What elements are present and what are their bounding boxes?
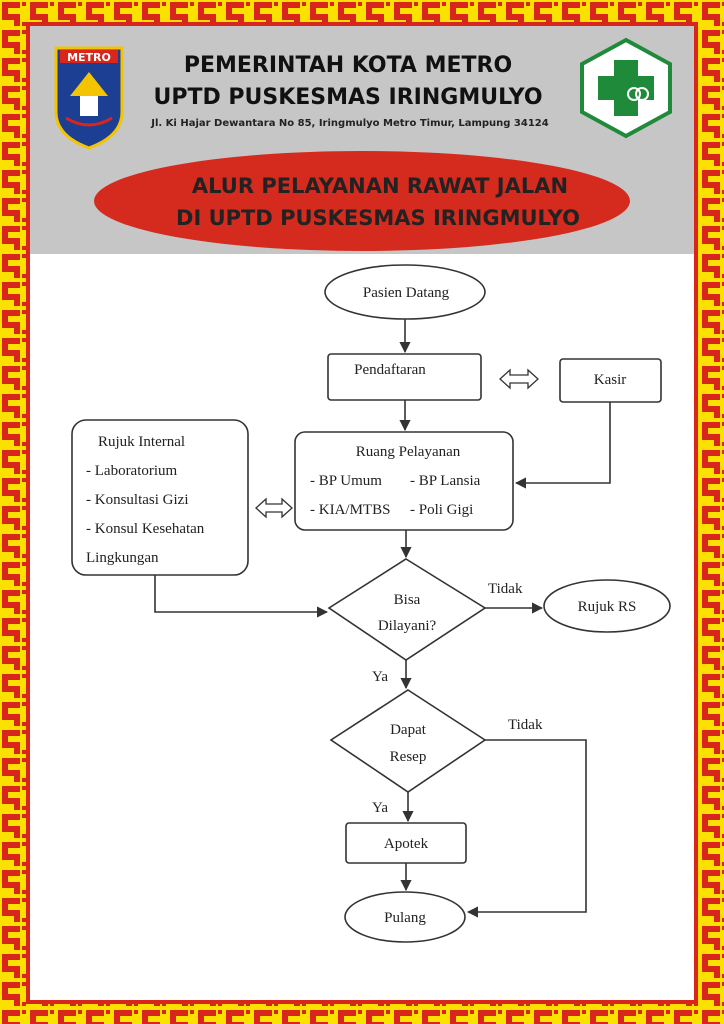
header-address: Jl. Ki Hajar Dewantara No 85, Iringmulyo Metro Timur, Lampung 34124 [151,118,549,129]
internal-referral-item2: - Konsultasi Gizi [86,492,189,508]
decision1-yes-label: Ya [372,669,388,685]
decision2-line1: Dapat [390,722,426,738]
service-room-item1: - BP Umum [310,473,382,489]
decision2-line2: Resep [389,749,427,765]
end-label: Pulang [384,910,426,926]
service-room-item2: - BP Lansia [410,473,481,489]
metro-logo [56,48,122,148]
header-title-line2: UPTD PUSKESMAS IRINGMULYO [153,85,543,110]
service-room-title: Ruang Pelayanan [355,444,461,460]
banner-line2: DI UPTD PUSKESMAS IRINGMULYO [176,206,580,230]
hospital-referral-label: Rujuk RS [577,599,637,615]
banner-line1: ALUR PELAYANAN RAWAT JALAN [191,174,569,198]
header-title-line1: PEMERINTAH KOTA METRO [183,53,513,78]
logo-text: METRO [67,51,111,64]
pharmacy-label: Apotek [383,836,429,852]
decision1-line1: Bisa [393,592,421,608]
decision1-no-label: Tidak [488,581,523,597]
decision2-no-label: Tidak [508,717,543,733]
internal-referral-item3: - Konsul Kesehatan [86,521,205,537]
service-room-item3: - KIA/MTBS [310,502,391,518]
start-label: Pasien Datang [362,285,450,301]
internal-referral-item4: Lingkungan [86,550,159,566]
header [30,26,694,254]
title-banner [94,151,630,251]
cashier-label: Kasir [593,372,627,388]
service-room-item4: - Poli Gigi [410,502,474,518]
decision2-yes-label: Ya [372,800,388,816]
internal-referral-title: Rujuk Internal [98,434,186,450]
decision1-line2: Dilayani? [377,618,437,634]
registration-label: Pendaftaran [354,362,426,378]
internal-referral-item1: - Laboratorium [86,463,178,479]
